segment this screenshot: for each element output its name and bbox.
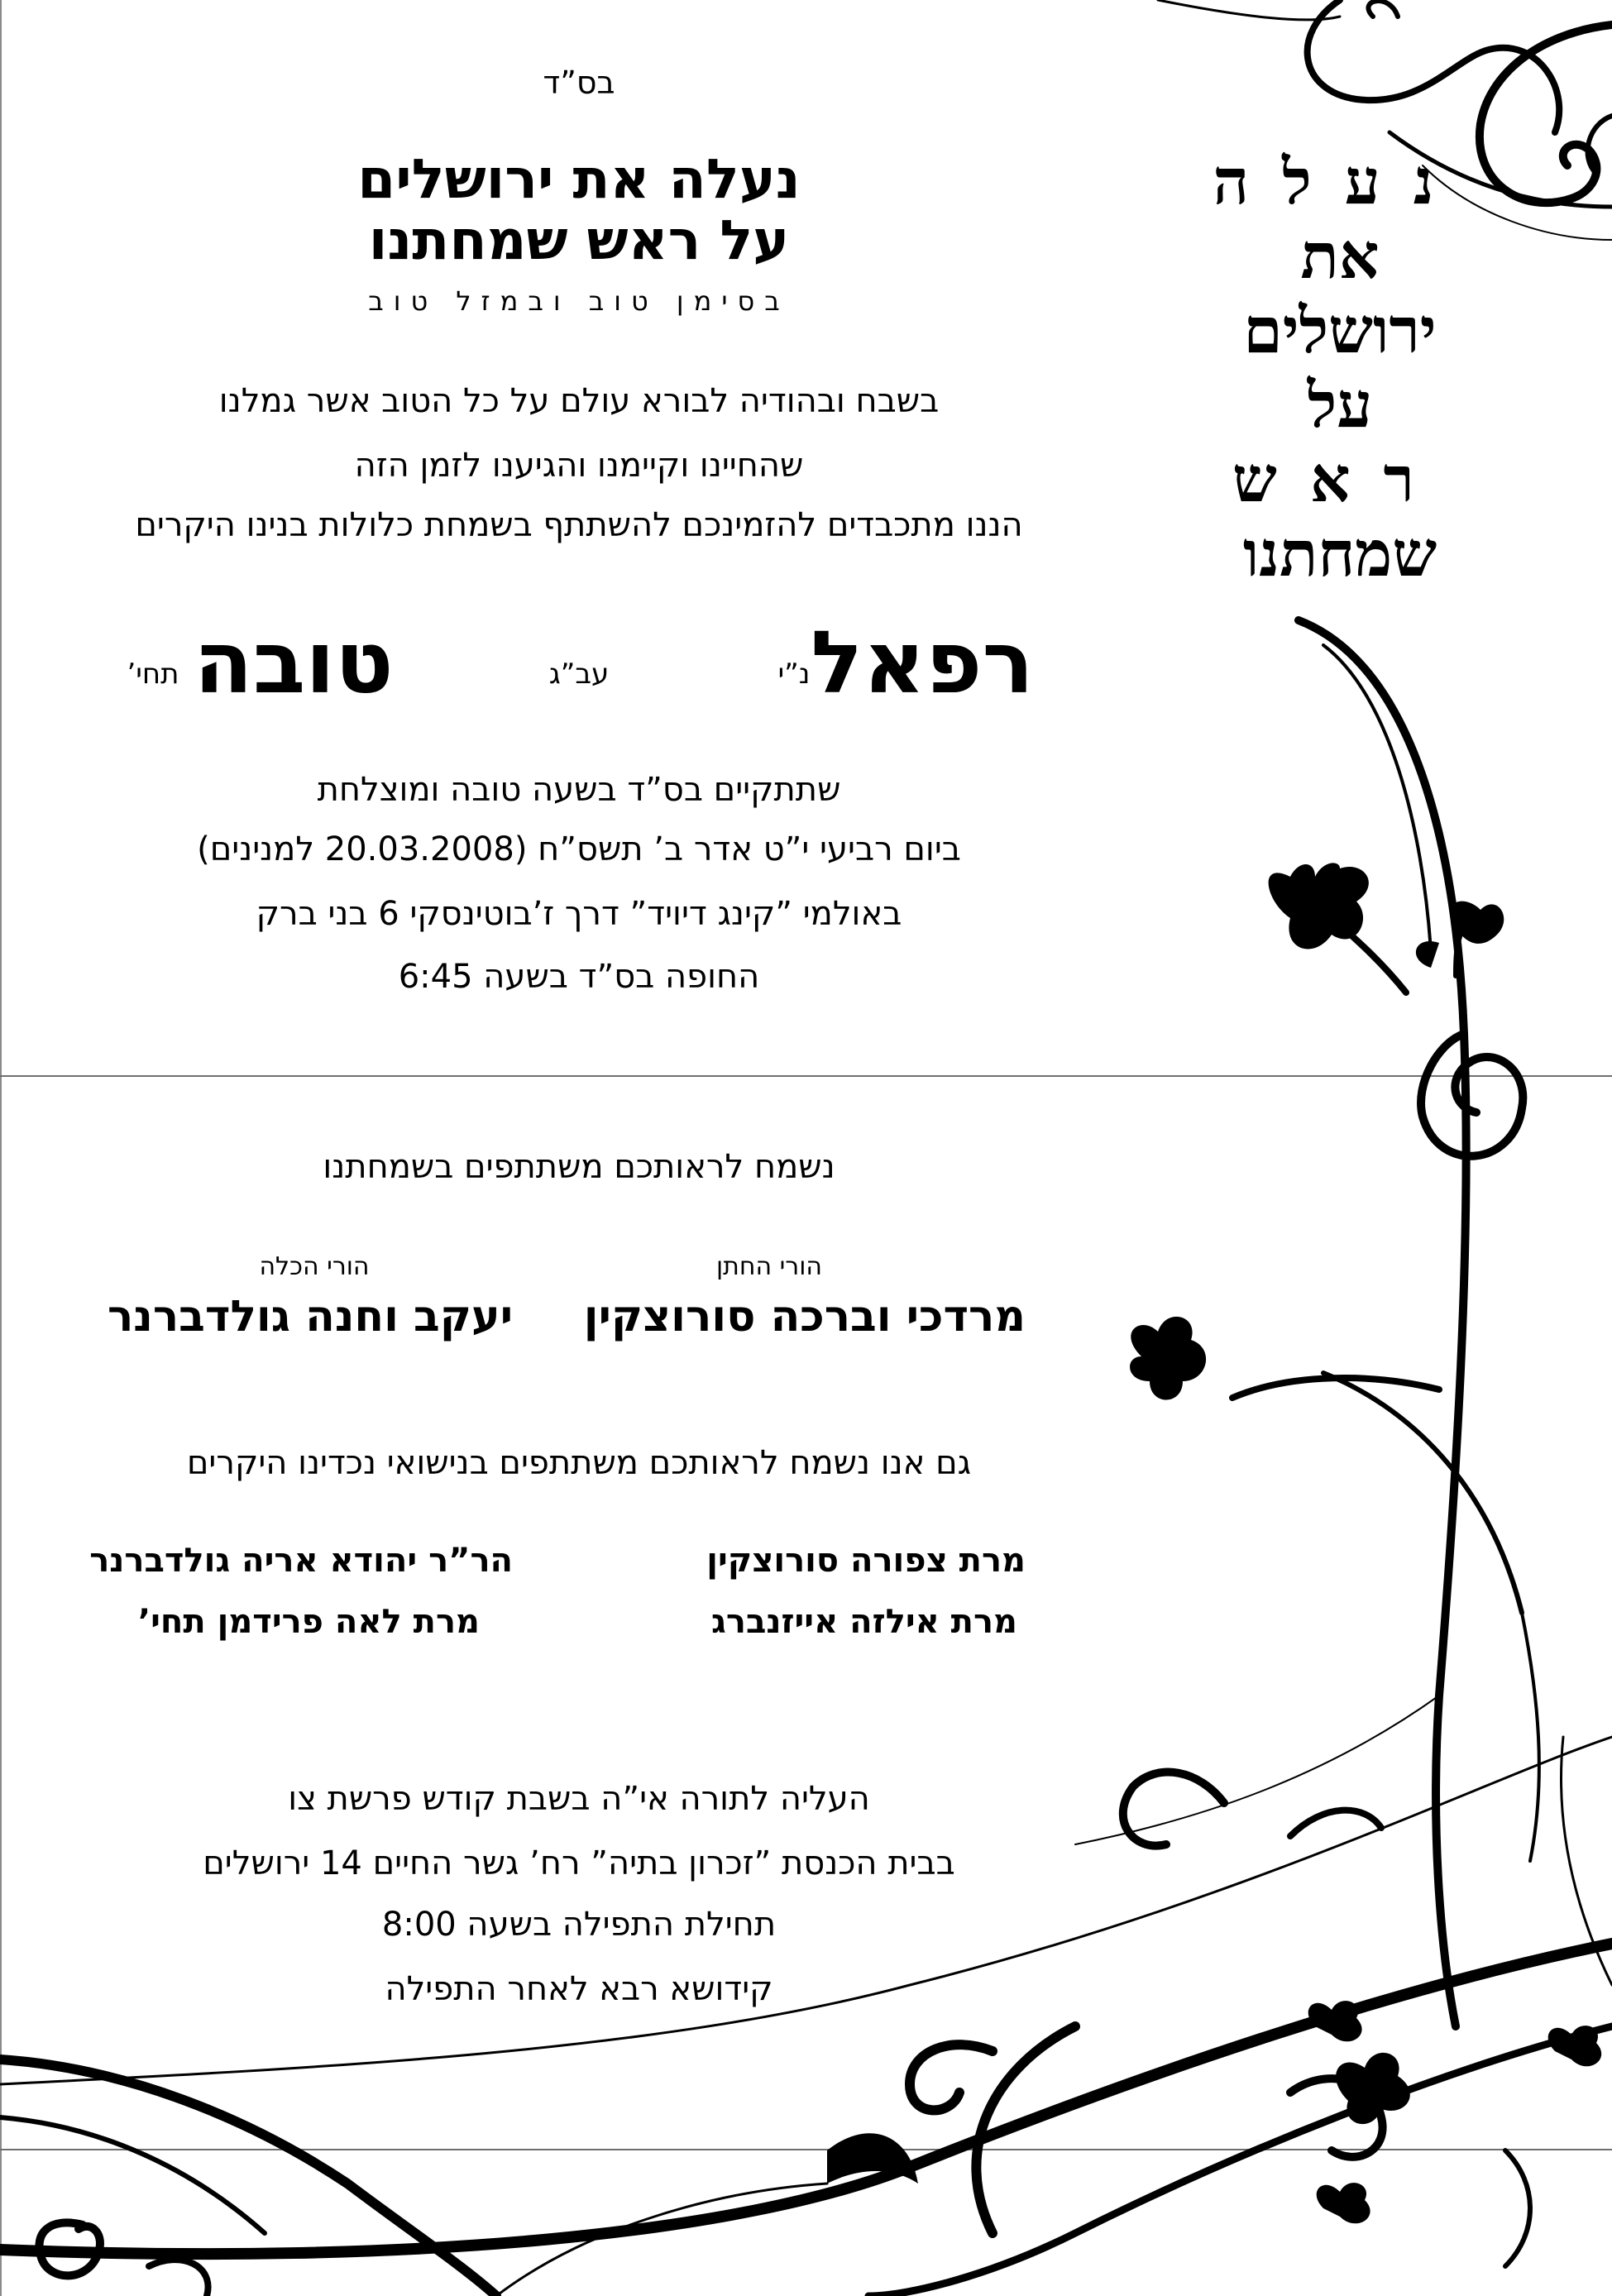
grandparents-heading: גם אנו נשמח לראותכם משתתפים בנישואי נכדינו היקרים: [186, 1444, 972, 1482]
verse-line-1: נעלה: [1213, 145, 1467, 218]
bride-honorific: תחי’: [127, 658, 179, 691]
event-line-4: החופה בס”ד בשעה 6:45: [398, 958, 760, 996]
bride-name: טובה: [194, 612, 394, 713]
groom-parents-label: הורי החתן: [715, 1252, 823, 1281]
subtitle: בסימן טוב ובמזל טוב: [368, 285, 790, 317]
intro-line-2: שהחיינו וקיימנו והגיענו לזמן הזה: [354, 447, 804, 485]
page-title-line-1: נעלה את ירושלים: [357, 147, 801, 211]
verse-line-4: על: [1307, 368, 1373, 442]
groom-parents-names: מרדכי וברכה סורוצקין: [583, 1292, 1026, 1342]
aliyah-line-4: קידושא רבא לאחר התפילה: [385, 1970, 773, 2008]
fold-line-middle: [0, 1075, 1612, 1077]
bsd-header: בס”ד: [543, 65, 615, 101]
verse-block: [1174, 145, 1505, 591]
fold-line-bottom: [0, 2149, 1612, 2150]
event-line-2: ביום רביעי י”ט אדר ב’ תשס”ח (20.03.2008 למנינים): [197, 830, 961, 868]
aliyah-line-1: העליה לתורה אי”ה בשבת קודש פרשת צו: [288, 1780, 870, 1818]
intro-line-1: בשבח ובהודיה לבורא עולם על כל הטוב אשר גמלנו: [218, 382, 940, 420]
bride-parents-label: הורי הכלה: [259, 1252, 370, 1281]
grandparent-right-1: מרת צפורה סורוצקין: [706, 1542, 1026, 1580]
grandparent-left-1: הר”ר יהודא אריה גולדברנר: [89, 1542, 513, 1580]
date-abbrev: עב”ג: [548, 658, 610, 691]
aliyah-line-2: בבית הכנסת ”זכרון בתיה” רח’ גשר החיים 14 ירושלים: [203, 1844, 955, 1882]
bride-parents-names: יעקב וחנה גולדברנר: [107, 1292, 513, 1342]
intro-line-3: הננו מתכבדים להזמינכם להשתתף בשמחת כלולות בנינו היקרים: [135, 506, 1023, 544]
grandparent-right-2: מרת אילזה אייזנברג: [711, 1603, 1017, 1641]
verse-line-2: את: [1300, 219, 1380, 293]
event-line-1: שתתקיים בס”ד בשעה טובה ומוצלחת: [317, 771, 841, 809]
grandparent-left-2: מרת לאה פרידמן תחי’: [137, 1603, 480, 1641]
verse-line-5: ראש: [1232, 442, 1447, 516]
groom-name: רפאל: [811, 612, 1034, 713]
verse-line-3: ירושלים: [1243, 294, 1437, 367]
parents-heading: נשמח לראותכם משתתפים בשמחתנו: [323, 1148, 835, 1186]
groom-honorific: נ”י: [777, 658, 811, 691]
aliyah-line-3: תחילת התפילה בשעה 8:00: [381, 1906, 777, 1944]
page-title-line-2: על ראש שמחתנו: [368, 208, 790, 272]
verse-line-6: שמחתנו: [1242, 517, 1437, 591]
event-line-3: באולמי ”קינג דיויד” דרך ז’בוטינסקי 6 בני ברק: [256, 895, 902, 933]
